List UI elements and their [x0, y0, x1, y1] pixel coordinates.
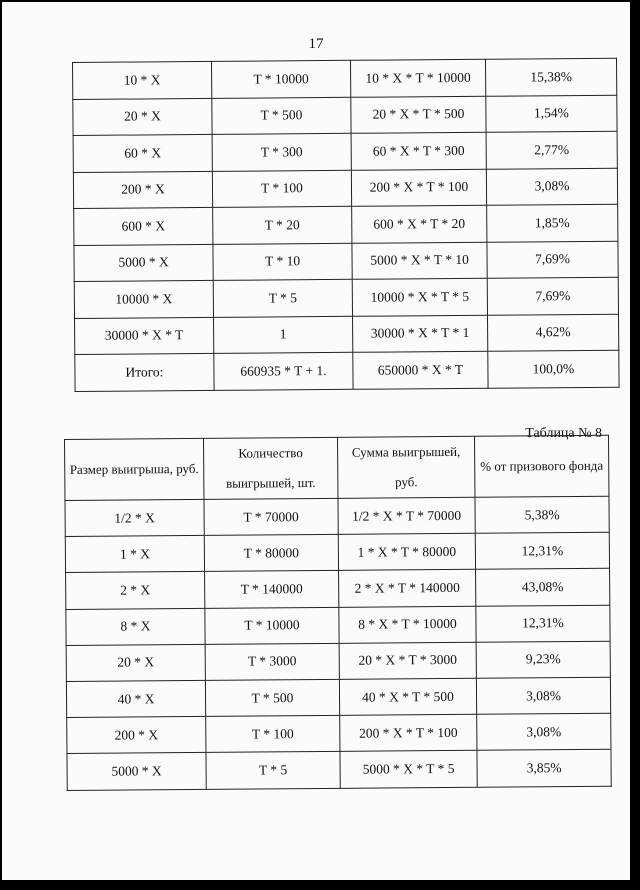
prize-amount-cell: 30000 * X * T	[75, 317, 214, 355]
prize-amount-cell: 5000 * X	[74, 244, 213, 282]
prize-count-cell: T * 140000	[205, 571, 339, 608]
table-8-caption: Таблица № 8	[525, 426, 602, 441]
prize-amount-cell: 40 * X	[66, 680, 205, 717]
document-page	[2, 2, 630, 880]
prize-amount-cell: 200 * X	[67, 717, 206, 754]
prize-amount-cell: 1/2 * X	[65, 499, 204, 536]
table-row	[67, 750, 611, 790]
prize-count-cell: T * 5	[213, 279, 352, 317]
prize-count-cell: T * 300	[212, 133, 351, 171]
prize-count-cell: 1	[214, 316, 353, 354]
fund-percent-cell: 12,31%	[476, 605, 610, 642]
prize-count-cell: T * 20	[213, 206, 352, 244]
fund-percent-cell: 12,31%	[475, 532, 609, 569]
prize-sum-cell: 5000 * X * T * 5	[340, 751, 477, 788]
fund-percent-cell: 3,08%	[477, 713, 611, 750]
fund-percent-cell: 1,54%	[486, 95, 617, 133]
prize-count-cell: T * 10	[213, 243, 352, 281]
prize-count-cell: T * 70000	[204, 498, 338, 535]
prize-sum-cell: 200 * X * T * 100	[351, 169, 486, 207]
prize-amount-cell: 600 * X	[74, 207, 213, 245]
prize-amount-cell: 200 * X	[73, 171, 212, 209]
fund-percent-cell: 9,23%	[476, 641, 610, 678]
prize-amount-cell: 20 * X	[66, 644, 205, 681]
fund-percent-cell: 100,0%	[488, 350, 619, 388]
prize-amount-cell: 20 * X	[73, 98, 212, 136]
table-row	[74, 204, 618, 245]
prize-sum-cell: 10000 * X * T * 5	[352, 278, 487, 316]
page-number: 17	[308, 36, 324, 52]
fund-percent-cell: 4,62%	[487, 314, 618, 352]
prize-amount-cell: 10000 * X	[74, 280, 213, 318]
table-row	[67, 713, 611, 753]
prize-sum-cell: 650000 * X * T	[353, 351, 488, 389]
prize-count-cell: T * 100	[206, 715, 340, 752]
fund-percent-cell: 43,08%	[476, 569, 610, 606]
prize-sum-cell: 600 * X * T * 20	[352, 205, 487, 243]
prize-sum-cell: 20 * X * T * 3000	[339, 642, 476, 679]
fund-percent-cell: 3,08%	[486, 168, 617, 206]
fund-percent-cell: 7,69%	[487, 241, 618, 279]
prize-amount-cell: Итого:	[75, 353, 214, 391]
table-row	[66, 641, 610, 681]
prize-count-cell: T * 100	[212, 170, 351, 208]
table-row	[75, 350, 619, 391]
prize-count-cell: T * 3000	[205, 643, 339, 680]
prize-table-8-body	[65, 435, 612, 790]
fund-percent-cell: 7,69%	[487, 277, 618, 315]
prize-sum-cell: 60 * X * T * 300	[351, 132, 486, 170]
prize-count-cell: T * 10000	[211, 60, 350, 98]
header-prize-count: Количество выигрышей, шт.	[203, 437, 337, 499]
fund-percent-cell: 3,85%	[477, 750, 611, 787]
prize-table-continued-body	[73, 58, 620, 391]
prize-sum-cell: 2 * X * T * 140000	[339, 570, 476, 607]
prize-sum-cell: 40 * X * T * 500	[339, 678, 476, 715]
fund-percent-cell: 3,08%	[476, 677, 610, 714]
prize-amount-cell: 8 * X	[66, 608, 205, 645]
prize-table-continued	[72, 58, 620, 392]
fund-percent-cell: 15,38%	[485, 58, 616, 96]
prize-sum-cell: 30000 * X * T * 1	[353, 315, 488, 353]
header-fund-percent: % от призового фонда	[474, 435, 608, 497]
prize-count-cell: 660935 * T + 1.	[214, 352, 353, 390]
prize-count-cell: T * 5	[206, 752, 340, 789]
table-row	[65, 496, 609, 536]
prize-amount-cell: 10 * X	[73, 61, 212, 99]
fund-percent-cell: 1,85%	[487, 204, 618, 242]
table-row	[73, 131, 617, 172]
prize-sum-cell: 10 * X * T * 10000	[350, 59, 485, 97]
prize-sum-cell: 1/2 * X * T * 70000	[338, 497, 475, 534]
prize-sum-cell: 20 * X * T * 500	[351, 96, 486, 134]
table-row	[66, 605, 610, 645]
table-row	[73, 58, 617, 99]
prize-sum-cell: 200 * X * T * 100	[340, 714, 477, 751]
prize-amount-cell: 60 * X	[73, 134, 212, 172]
prize-amount-cell: 1 * X	[65, 536, 204, 573]
prize-count-cell: T * 10000	[205, 607, 339, 644]
table-row	[73, 168, 617, 209]
prize-count-cell: T * 500	[205, 679, 339, 716]
prize-amount-cell: 2 * X	[66, 572, 205, 609]
table-row	[66, 569, 610, 609]
table-header-row	[65, 435, 609, 500]
prize-sum-cell: 5000 * X * T * 10	[352, 242, 487, 280]
header-prize-amount: Размер выигрыша, руб.	[65, 438, 204, 500]
fund-percent-cell: 5,38%	[475, 496, 609, 533]
table-row	[74, 241, 618, 282]
prize-sum-cell: 1 * X * T * 80000	[338, 533, 475, 570]
table-row	[74, 277, 618, 318]
header-prize-sum: Сумма выигрышей, руб.	[337, 436, 474, 498]
prize-count-cell: T * 500	[212, 97, 351, 135]
table-row	[75, 314, 619, 355]
table-row	[73, 95, 617, 136]
table-row	[66, 677, 610, 717]
fund-percent-cell: 2,77%	[486, 131, 617, 169]
prize-sum-cell: 8 * X * T * 10000	[339, 606, 476, 643]
prize-amount-cell: 5000 * X	[67, 753, 206, 790]
prize-count-cell: T * 80000	[204, 535, 338, 572]
prize-table-8	[64, 435, 612, 791]
table-row	[65, 532, 609, 572]
